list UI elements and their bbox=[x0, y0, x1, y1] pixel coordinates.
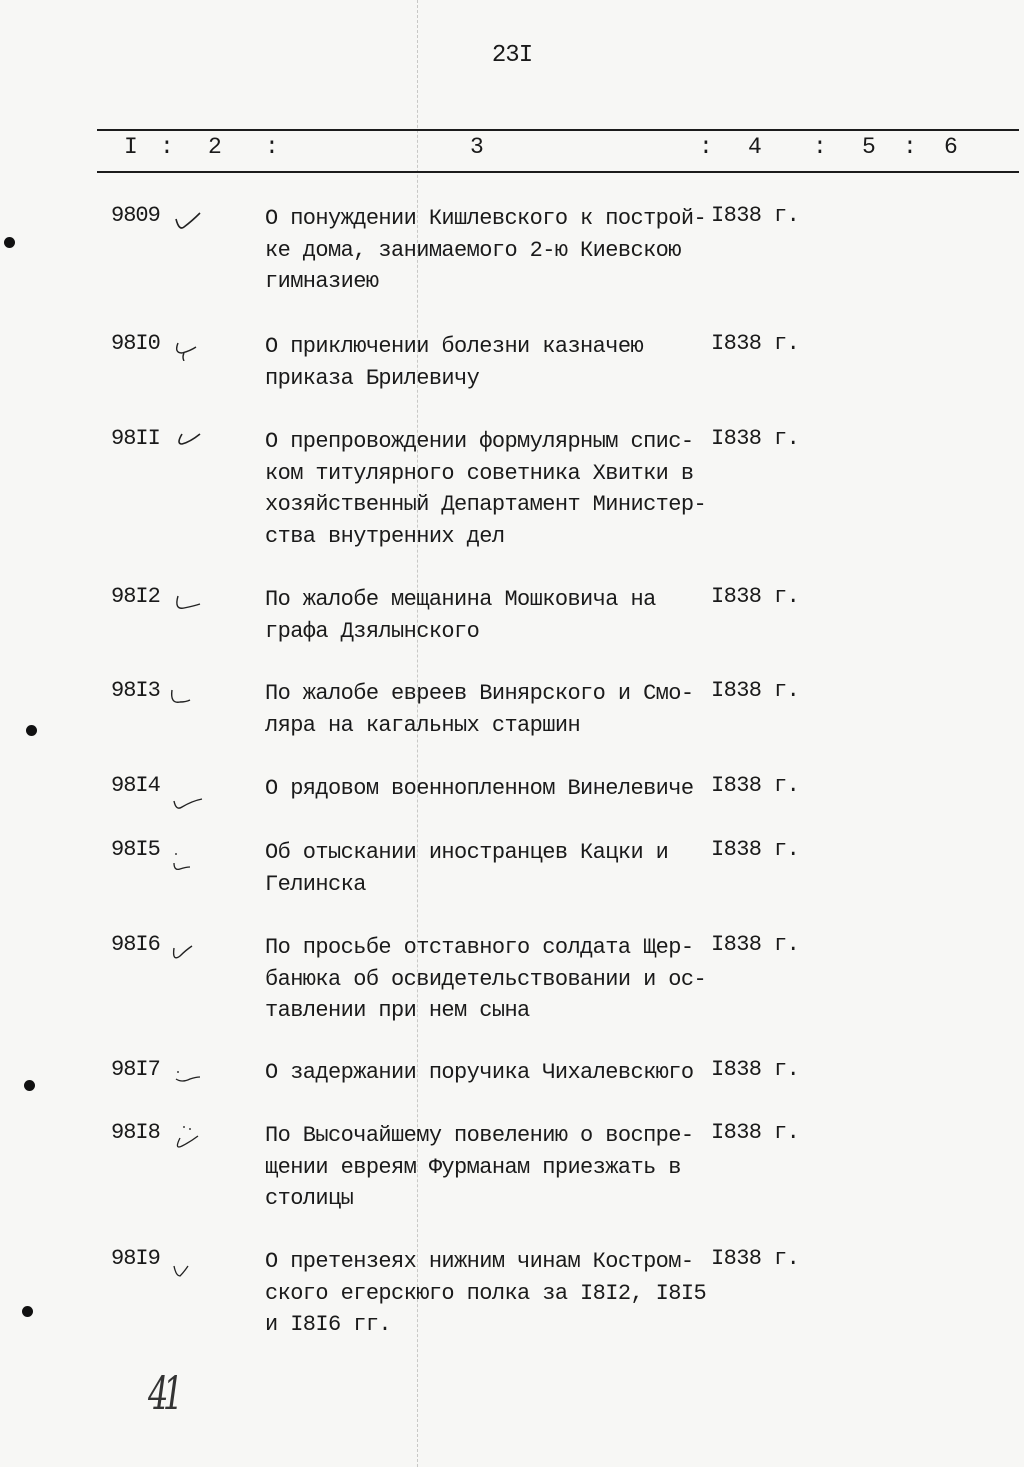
entry-year: I838 г. bbox=[711, 203, 800, 228]
entry-number: 9809 bbox=[111, 203, 160, 228]
binding-hole-mark bbox=[24, 1080, 35, 1091]
handwritten-check-icon bbox=[170, 847, 204, 873]
entry-year: I838 г. bbox=[711, 1120, 800, 1145]
handwritten-check-icon bbox=[170, 682, 204, 708]
entry-year: I838 г. bbox=[711, 773, 800, 798]
entry-number: 98I0 bbox=[111, 331, 160, 356]
handwritten-check-icon bbox=[170, 1124, 204, 1150]
col-separator: : bbox=[903, 134, 917, 160]
col-header-1: I bbox=[124, 134, 138, 160]
col-header-4: 4 bbox=[748, 134, 762, 160]
entry-description: Об отыскании иностранцев Кацки и Гелинска bbox=[265, 840, 669, 897]
entry-description: По жалобе евреев Винярского и Смо- ляра на кагальных старшин bbox=[265, 681, 694, 738]
col-header-5: 5 bbox=[862, 134, 876, 160]
entry-description: О задержании поручика Чихалевскюго bbox=[265, 1060, 694, 1085]
col-header-2: 2 bbox=[208, 134, 222, 160]
entry-year: I838 г. bbox=[711, 932, 800, 957]
binding-hole-mark bbox=[4, 237, 15, 248]
handwritten-sheet-number: 41 bbox=[148, 1366, 178, 1420]
col-separator: : bbox=[813, 134, 827, 160]
entry-description: О рядовом военнопленном Винелевиче bbox=[265, 776, 694, 801]
col-separator: : bbox=[699, 134, 713, 160]
entry-year: I838 г. bbox=[711, 678, 800, 703]
entry-year: I838 г. bbox=[711, 1057, 800, 1082]
entry-number: 98I4 bbox=[111, 773, 160, 798]
entry-description: По просьбе отставного солдата Щер- банюка об освидетельствовании и ос- тавлении при нем сына bbox=[265, 935, 707, 1023]
page-number: 23I bbox=[491, 42, 533, 69]
entry-description: По Высочайшему повелению о воспре- щении евреям Фурманам приезжать в столицы bbox=[265, 1123, 694, 1211]
handwritten-check-icon bbox=[170, 588, 204, 614]
col-separator: : bbox=[160, 134, 174, 160]
handwritten-check-icon bbox=[170, 1262, 204, 1288]
handwritten-check-icon bbox=[170, 787, 204, 813]
column-header-row bbox=[0, 134, 1024, 166]
handwritten-check-icon bbox=[170, 1061, 204, 1087]
entry-year: I838 г. bbox=[711, 837, 800, 862]
entry-number: 98II bbox=[111, 426, 160, 451]
entry-description: О препровождении формулярным спис- ком титулярного советника Хвитки в хозяйственный Департамент Министер- ства внутренних дел bbox=[265, 429, 707, 549]
entry-number: 98I6 bbox=[111, 932, 160, 957]
entry-description: О понуждении Кишлевского к построй- ке дома, занимаемого 2-ю Киевскою гимназиею bbox=[265, 206, 707, 294]
handwritten-check-icon bbox=[170, 430, 204, 456]
entry-number: 98I2 bbox=[111, 584, 160, 609]
binding-hole-mark bbox=[26, 725, 37, 736]
entry-year: I838 г. bbox=[711, 1246, 800, 1271]
handwritten-check-icon bbox=[170, 207, 204, 233]
handwritten-check-icon bbox=[170, 335, 204, 361]
handwritten-check-icon bbox=[170, 936, 204, 962]
entry-number: 98I5 bbox=[111, 837, 160, 862]
entry-number: 98I9 bbox=[111, 1246, 160, 1271]
entry-description: По жалобе мещанина Мошковича на графа Дзялынского bbox=[265, 587, 656, 644]
entry-number: 98I3 bbox=[111, 678, 160, 703]
col-header-6: 6 bbox=[944, 134, 958, 160]
entry-year: I838 г. bbox=[711, 331, 800, 356]
header-top-rule bbox=[97, 129, 1019, 131]
entry-number: 98I8 bbox=[111, 1120, 160, 1145]
entry-description: О приключении болезни казначею приказа Брилевичу bbox=[265, 334, 644, 391]
col-header-3: 3 bbox=[470, 134, 484, 160]
header-bottom-rule bbox=[97, 171, 1019, 173]
col-separator: : bbox=[265, 134, 279, 160]
entry-year: I838 г. bbox=[711, 584, 800, 609]
entry-description: О претензеях нижним чинам Костром- ского егерскюго полка за I8I2, I8I5 и I8I6 гг. bbox=[265, 1249, 707, 1337]
entry-year: I838 г. bbox=[711, 426, 800, 451]
entry-number: 98I7 bbox=[111, 1057, 160, 1082]
binding-hole-mark bbox=[22, 1306, 33, 1317]
